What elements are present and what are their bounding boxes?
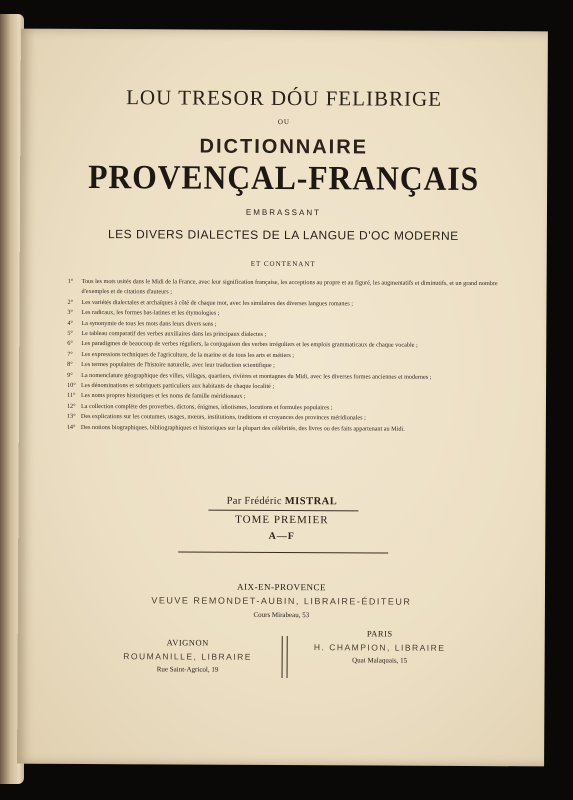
list-item: 2° Les variétés dialectales et archaïques à côté de chaque mot, avec les similaires des diverses langues romanes ; xyxy=(67,298,353,308)
co-publisher-paris xyxy=(290,628,470,665)
volume-range: A—F xyxy=(268,530,295,543)
series-title: LOU TRESOR DÓU FELIBRIGE xyxy=(126,85,443,111)
list-item: 3° Les radicaux, les formes bas-latines et les étymologies ; xyxy=(67,309,220,317)
et-contenant-label: ET CONTENANT xyxy=(250,259,316,269)
list-item: 4° La synonymie de tous les mots dans leurs divers sens ; xyxy=(67,319,217,328)
list-item: 12° La collection complète des proverbes, dictons, énigmes, idiotismes, locutions et formules populaires ; xyxy=(66,402,333,412)
co-publisher-name: H. CHAMPION, LIBRAIRE xyxy=(313,642,446,653)
co-publisher-city: AVIGNON xyxy=(166,637,209,648)
list-item: 1° Tous les mots usités dans le Midi de la France, avec leur signification française, les acceptions au propre et au figuré, les augmentatifs et diminutifs, et un grand nombre d'exemples et de citations d'auteurs ; xyxy=(67,277,498,296)
divider-bottom xyxy=(178,551,388,553)
divider-top xyxy=(208,510,358,512)
list-item: 13° Des explications sur les coutumes, usages, mœurs, institutions, traditions et croyances des provinces méridionales ; xyxy=(66,413,366,422)
co-publisher-avignon xyxy=(98,637,278,674)
list-item: 7° Les expressions techniques de l'agriculture, de la marine et de tous les arts et métiers ; xyxy=(67,350,295,359)
dictionnaire-heading: DICTIONNAIRE xyxy=(199,135,369,159)
ou-label: OU xyxy=(277,117,291,127)
co-publisher-city: PARIS xyxy=(366,628,393,639)
publisher-city: AIX-EN-PROVENCE xyxy=(236,581,327,593)
list-item: 9° La nomenclature géographique des villes, villages, quartiers, rivières et montagnes du Midi, avec les diverses formes anciennes et modernes ; xyxy=(67,371,432,381)
publisher-name: VEUVE REMONDET-AUBIN, LIBRAIRE-ÉDITEUR xyxy=(151,595,412,607)
tome-label: TOME PREMIER xyxy=(235,513,329,527)
list-item: 6° Les paradigmes de beaucoup de verbes réguliers, la conjugaison des verbes irréguliers et les emplois grammaticaux de chaque vocable ; xyxy=(67,340,418,350)
author-name: MISTRAL xyxy=(284,496,338,508)
list-item: 5° Le tableau comparatif des verbes auxiliaires dans les principaux dialectes ; xyxy=(67,329,267,338)
list-item: 14° Des notions biographiques, bibliographiques et historiques sur la plupart des célébrités, des livres ou des faits appartenant au Midi. xyxy=(66,423,405,433)
co-publisher-address: Rue Saint-Agricol, 19 xyxy=(156,665,219,674)
dialectes-subtitle: LES DIVERS DIALECTES DE LA LANGUE D'OC MODERNE xyxy=(107,227,459,243)
author-prefix: Par Frédéric xyxy=(226,495,282,507)
main-title: PROVENÇAL-FRANÇAIS xyxy=(88,158,480,199)
embrassant-label: EMBRASSANT xyxy=(245,207,322,218)
co-publisher-name: ROUMANILLE, LIBRAIRE xyxy=(123,651,253,662)
column-divider xyxy=(282,636,288,678)
co-publisher-address: Quai Malaquais, 15 xyxy=(352,656,408,665)
list-item: 11° Les noms propres historiques et les noms de famille méridionaux ; xyxy=(66,392,246,401)
contents-list xyxy=(67,277,508,435)
author-line xyxy=(18,495,545,509)
list-item: 10° Les dénominations et sobriquets particuliers aux habitants de chaque localité ; xyxy=(67,381,275,391)
publisher-address: Cours Mirabeau, 53 xyxy=(253,610,310,620)
title-page xyxy=(17,29,548,767)
list-item: 8° Les termes populaires de l'histoire naturelle, avec leur traduction scientifique ; xyxy=(67,361,275,370)
